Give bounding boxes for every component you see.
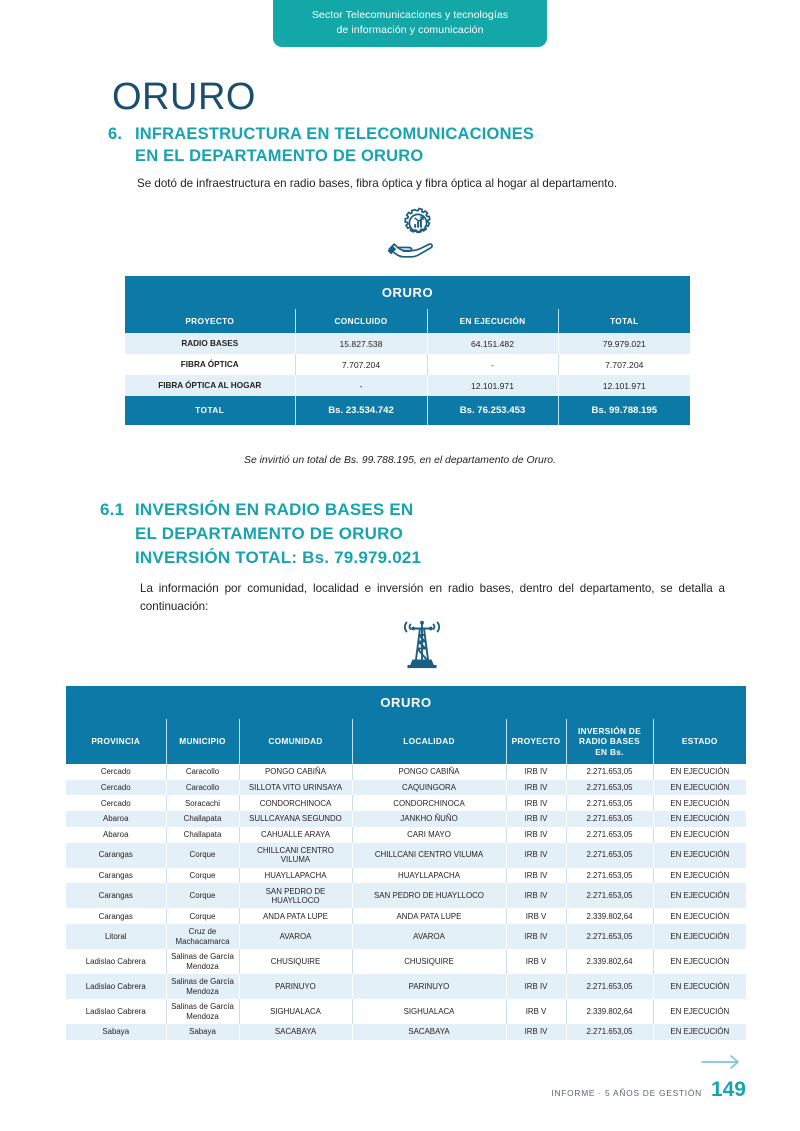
summary-cell: 12.101.971 [558,375,690,396]
detail-cell: PONGO CABIÑA [352,764,506,780]
detail-cell: 2.271.653,05 [566,868,653,884]
detail-col-localidad: LOCALIDAD [352,719,506,764]
summary-cell: 7.707.204 [295,354,427,375]
detail-cell: SAN PEDRO DE HUAYLLOCO [239,883,352,908]
detail-cell: IRB IV [506,883,566,908]
detail-cell: 2.271.653,05 [566,780,653,796]
table-row [125,375,690,396]
detail-cell: Challapata [166,811,239,827]
detail-cell: IRB V [506,999,566,1024]
detail-cell: 2.271.653,05 [566,1024,653,1040]
detail-cell: Corque [166,908,239,924]
summary-cell: 7.707.204 [558,354,690,375]
section-6-1-heading [100,498,720,570]
section-6-heading [108,124,728,168]
detail-cell: ANDA PATA LUPE [352,908,506,924]
detail-cell: 2.271.653,05 [566,764,653,780]
detail-cell: IRB IV [506,811,566,827]
detail-cell: HUAYLLAPACHA [239,868,352,884]
detail-cell: Sabaya [66,1024,166,1040]
table-row [125,354,690,375]
detail-cell: IRB IV [506,1024,566,1040]
detail-cell: Salinas de García Mendoza [166,999,239,1024]
detail-cell: Cruz de Machacamarca [166,924,239,949]
detail-cell: 2.339.802,64 [566,949,653,974]
detail-cell: Carangas [66,868,166,884]
detail-cell: SILLOTA VITO URINSAYA [239,780,352,796]
detail-cell: Challapata [166,827,239,843]
summary-col-concluido: CONCLUIDO [295,309,427,333]
table-row [66,883,746,908]
section-6-intro-text: Se dotó de infraestructura en radio bases, fibra óptica y fibra óptica al hogar al departamento. [137,177,618,190]
detail-cell: AVAROA [352,924,506,949]
summary-cell: - [427,354,558,375]
detail-cell: Litoral [66,924,166,949]
detail-cell: CONDORCHINOCA [239,795,352,811]
detail-cell: 2.271.653,05 [566,924,653,949]
detail-cell: Ladislao Cabrera [66,999,166,1024]
detail-cell: Caracollo [166,780,239,796]
detail-cell: IRB IV [506,974,566,999]
summary-cell: FIBRA ÓPTICA AL HOGAR [125,375,295,396]
summary-total-concluido: Bs. 23.534.742 [295,396,427,425]
section-6-heading-line-1: INFRAESTRUCTURA EN TELECOMUNICACIONES [135,125,535,143]
summary-col-total: TOTAL [558,309,690,333]
detail-table [66,686,746,1040]
detail-cell: 2.271.653,05 [566,827,653,843]
page-number: 149 [710,1078,746,1101]
summary-cell: 12.101.971 [427,375,558,396]
section-6-1-heading-line-2: EL DEPARTAMENTO DE ORURO [135,524,404,544]
footer-text: INFORME · 5 AÑOS DE GESTIÓN [551,1088,702,1098]
detail-cell: IRB IV [506,924,566,949]
detail-cell: 2.271.653,05 [566,795,653,811]
detail-cell: EN EJECUCIÓN [653,883,746,908]
detail-table-header-row [66,719,746,764]
table-row [66,924,746,949]
detail-cell: IRB IV [506,764,566,780]
section-6-1-heading-line-3: INVERSIÓN TOTAL: Bs. 79.979.021 [135,548,422,568]
detail-cell: 2.339.802,64 [566,999,653,1024]
detail-cell: Ladislao Cabrera [66,949,166,974]
summary-total-en-ejecucion: Bs. 76.253.453 [427,396,558,425]
detail-cell: Sabaya [166,1024,239,1040]
detail-cell: EN EJECUCIÓN [653,1024,746,1040]
table-row [66,843,746,868]
detail-cell: SIGHUALACA [352,999,506,1024]
detail-cell: PARINUYO [352,974,506,999]
arrow-right-icon[interactable] [700,1054,742,1070]
summary-table-total-row [125,396,690,425]
summary-cell: FIBRA ÓPTICA [125,354,295,375]
detail-cell: Corque [166,883,239,908]
summary-col-proyecto: PROYECTO [125,309,295,333]
detail-cell: HUAYLLAPACHA [352,868,506,884]
banner-line-2: de información y comunicación [336,24,484,37]
detail-cell: CAHUALLE ARAYA [239,827,352,843]
detail-cell: Corque [166,868,239,884]
detail-cell: JANKHO ÑUÑO [352,811,506,827]
summary-cell: 15.827.538 [295,333,427,354]
detail-col-inversion [566,719,653,764]
detail-col-inversion-line-3: EN Bs. [595,746,624,757]
section-6-1-number: 6.1 [100,500,125,519]
detail-cell: EN EJECUCIÓN [653,974,746,999]
detail-cell: EN EJECUCIÓN [653,908,746,924]
summary-cell: 64.151.482 [427,333,558,354]
detail-col-proyecto: PROYECTO [506,719,566,764]
section-banner [273,0,547,47]
detail-cell: SACABAYA [352,1024,506,1040]
section-6-1-intro-text: La información por comunidad, localidad e inversión en radio bases, dentro del departamento, se detalla a continuación: [140,582,725,613]
detail-cell: EN EJECUCIÓN [653,843,746,868]
detail-cell: CARI MAYO [352,827,506,843]
summary-table-title: ORURO [125,276,690,309]
detail-col-municipio: MUNICIPIO [166,719,239,764]
detail-cell: Abaroa [66,827,166,843]
summary-cell: 79.979.021 [558,333,690,354]
table-row [66,868,746,884]
radio-tower-icon [394,616,450,672]
detail-cell: Salinas de García Mendoza [166,949,239,974]
detail-cell: EN EJECUCIÓN [653,949,746,974]
detail-cell: Ladislao Cabrera [66,974,166,999]
section-6-1-heading-text [135,498,720,570]
detail-cell: Cercado [66,780,166,796]
detail-cell: EN EJECUCIÓN [653,795,746,811]
detail-cell: IRB V [506,908,566,924]
detail-cell: IRB V [506,949,566,974]
detail-cell: Corque [166,843,239,868]
table-row [66,811,746,827]
table-row [66,999,746,1024]
detail-cell: EN EJECUCIÓN [653,780,746,796]
hand-holding-gear-chart-icon [385,206,441,258]
detail-cell: 2.271.653,05 [566,811,653,827]
table-row [66,1024,746,1040]
detail-cell: Abaroa [66,811,166,827]
detail-col-estado: ESTADO [653,719,746,764]
detail-cell: IRB IV [506,868,566,884]
detail-col-provincia: PROVINCIA [66,719,166,764]
section-6-1-heading-line-1: INVERSIÓN EN RADIO BASES EN [135,500,414,519]
detail-cell: 2.271.653,05 [566,974,653,999]
detail-cell: CONDORCHINOCA [352,795,506,811]
detail-col-inversion-line-2: RADIO BASES [579,736,640,747]
summary-cell: RADIO BASES [125,333,295,354]
section-6-number: 6. [108,125,123,143]
detail-cell: Cercado [66,764,166,780]
table-row [66,764,746,780]
detail-cell: IRB IV [506,780,566,796]
detail-cell: SULLCAYANA SEGUNDO [239,811,352,827]
detail-cell: 2.339.802,64 [566,908,653,924]
detail-cell: IRB IV [506,843,566,868]
banner-line-1: Sector Telecomunicaciones y tecnologías [311,9,509,21]
detail-cell: IRB IV [506,795,566,811]
summary-caption: Se invirtió un total de Bs. 99.788.195, en el departamento de Oruro. [244,455,556,466]
table-row [125,333,690,354]
summary-table-header-row [125,309,690,333]
table-row [66,795,746,811]
table-row [66,908,746,924]
summary-cell: - [295,375,427,396]
detail-cell: Salinas de García Mendoza [166,974,239,999]
detail-cell: CAQUINGORA [352,780,506,796]
detail-cell: Carangas [66,908,166,924]
summary-table [125,276,690,425]
detail-cell: ANDA PATA LUPE [239,908,352,924]
detail-cell: CHUSIQUIRE [239,949,352,974]
detail-cell: EN EJECUCIÓN [653,764,746,780]
page-footer [551,1078,746,1102]
detail-cell: EN EJECUCIÓN [653,924,746,949]
detail-cell: EN EJECUCIÓN [653,999,746,1024]
detail-cell: 2.271.653,05 [566,843,653,868]
table-row [66,974,746,999]
table-row [66,780,746,796]
detail-cell: Soracachi [166,795,239,811]
table-row [66,827,746,843]
summary-col-en-ejecucion: EN EJECUCIÓN [427,309,558,333]
detail-cell: Carangas [66,883,166,908]
detail-cell: IRB IV [506,827,566,843]
detail-cell: 2.271.653,05 [566,883,653,908]
detail-cell: PONGO CABIÑA [239,764,352,780]
detail-cell: Caracollo [166,764,239,780]
section-6-heading-text [135,124,728,168]
detail-cell: PARINUYO [239,974,352,999]
summary-total-label: TOTAL [125,396,295,425]
detail-cell: EN EJECUCIÓN [653,868,746,884]
detail-cell: SACABAYA [239,1024,352,1040]
detail-cell: SIGHUALACA [239,999,352,1024]
detail-cell: Cercado [66,795,166,811]
detail-cell: SAN PEDRO DE HUAYLLOCO [352,883,506,908]
detail-cell: CHILLCANI CENTRO VILUMA [239,843,352,868]
detail-cell: CHUSIQUIRE [352,949,506,974]
detail-col-comunidad: COMUNIDAD [239,719,352,764]
page-title: ORURO [112,76,256,118]
detail-cell: AVAROA [239,924,352,949]
table-row [66,949,746,974]
detail-cell: EN EJECUCIÓN [653,827,746,843]
detail-table-title: ORURO [66,686,746,719]
detail-cell: EN EJECUCIÓN [653,811,746,827]
detail-col-inversion-line-1: INVERSIÓN DE [577,726,642,736]
detail-cell: Carangas [66,843,166,868]
detail-cell: CHILLCANI CENTRO VILUMA [352,843,506,868]
summary-total-total: Bs. 99.788.195 [558,396,690,425]
section-6-heading-line-2: EN EL DEPARTAMENTO DE ORURO [135,146,424,165]
